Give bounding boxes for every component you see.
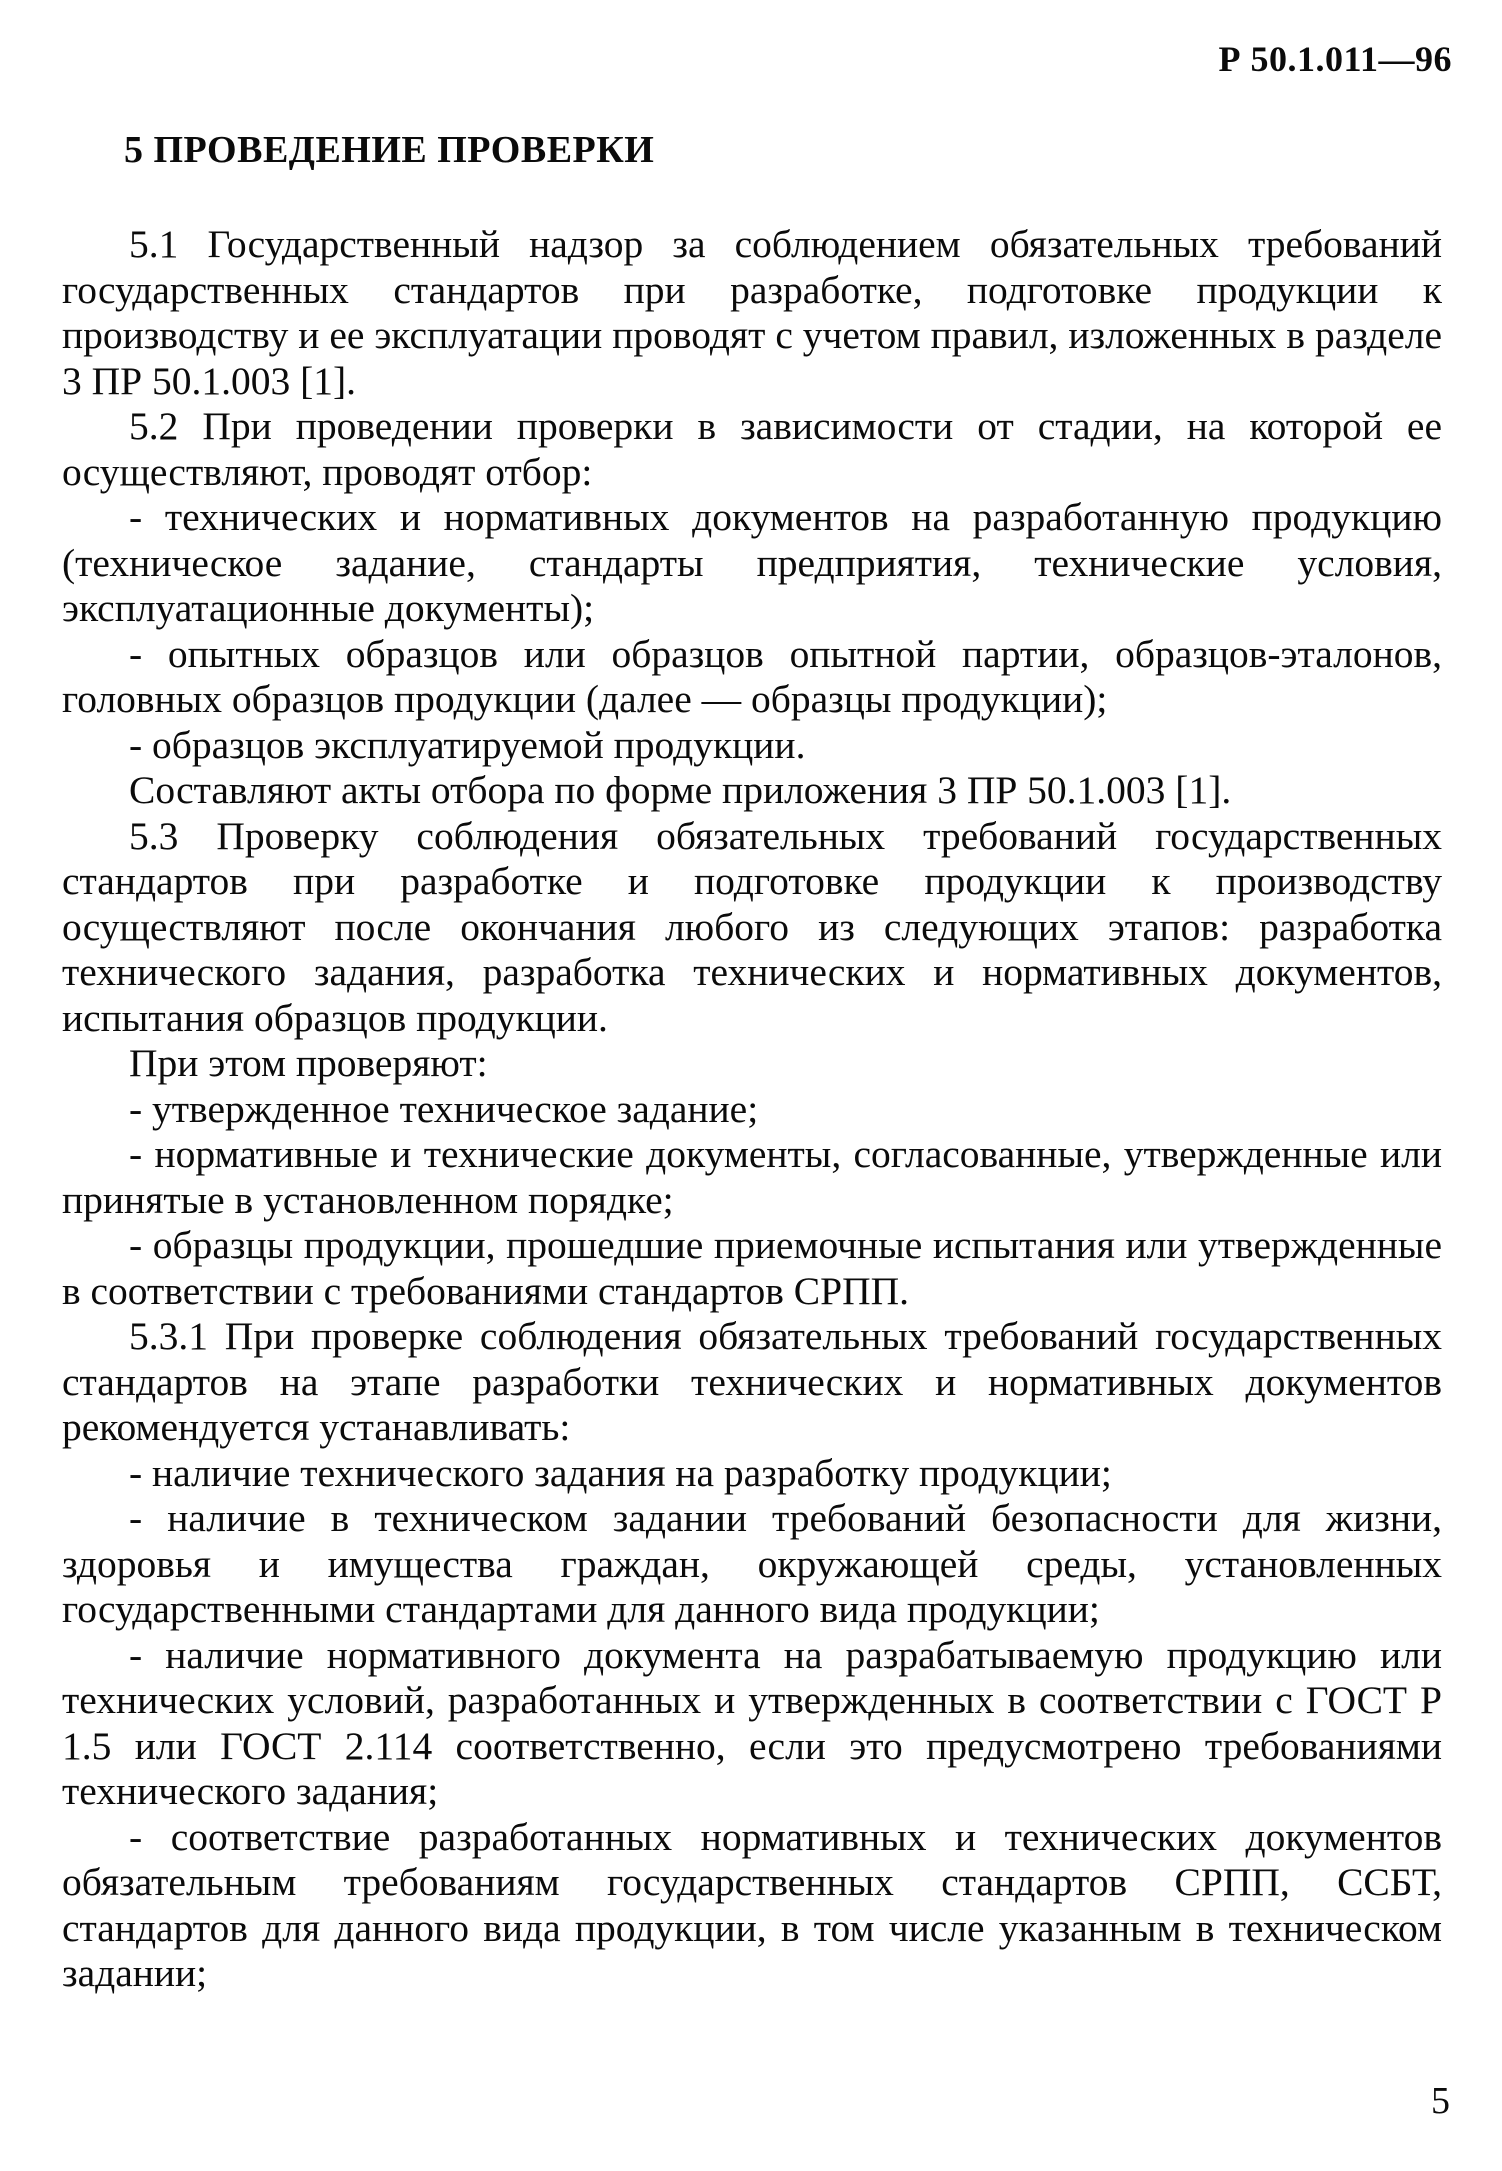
list-item: - наличие в техническом задании требований безопасности для жизни, здоровья и имущества граждан, окружающей среды, установленных государственными стандартами для данного вида продукции;: [62, 1496, 1442, 1631]
document-body: [62, 222, 1442, 1997]
document-code: Р 50.1.011—96: [1218, 39, 1452, 79]
section-title: 5 ПРОВЕДЕНИЕ ПРОВЕРКИ: [124, 129, 655, 171]
paragraph-5-1: 5.1 Государственный надзор за соблюдением обязательных требований государственных стандартов при разработке, подготовке продукции к производству и ее эксплуатации проводят с учетом правил, изложенных в разделе 3 ПР 50.1.003 [1].: [62, 222, 1442, 403]
list-item: - технических и нормативных документов на разработанную продукцию (техническое задание, стандарты предприятия, технические условия, эксплуатационные документы);: [62, 495, 1442, 630]
paragraph-5-3: 5.3 Проверку соблюдения обязательных требований государственных стандартов при разработке и подготовке продукции к производству осуществляют после окончания любого из следующих этапов: разработка технического задания, разработка технических и нормативных документов, испытания образцов продукции.: [62, 813, 1442, 1040]
list-item: - наличие нормативного документа на разрабатываемую продукцию или технических условий, разработанных и утвержденных в соответствии с ГОСТ Р 1.5 или ГОСТ 2.114 соответственно, если это предусмотрено требованиями технического задания;: [62, 1632, 1442, 1813]
list-item: - утвержденное техническое задание;: [129, 1086, 759, 1131]
list-item: - образцы продукции, прошедшие приемочные испытания или утвержденные в соответствии с требованиями стандартов СРПП.: [62, 1223, 1442, 1313]
paragraph-acts: Составляют акты отбора по форме приложения 3 ПР 50.1.003 [1].: [129, 768, 1232, 812]
list-item: - опытных образцов или образцов опытной партии, образцов-эталонов, головных образцов продукции (далее — образцы продукции);: [62, 631, 1442, 721]
list-item: - нормативные и технические документы, согласованные, утвержденные или принятые в установленном порядке;: [62, 1132, 1442, 1222]
paragraph-5-2: 5.2 При проведении проверки в зависимости от стадии, на которой ее осуществляют, проводят отбор:: [62, 404, 1442, 494]
list-item: - наличие технического задания на разработку продукции;: [129, 1450, 1112, 1495]
paragraph-5-3-1: 5.3.1 При проверке соблюдения обязательных требований государственных стандартов на этапе разработки технических и нормативных документов рекомендуется устанавливать:: [62, 1314, 1442, 1449]
list-item: - соответствие разработанных нормативных и технических документов обязательным требованиям государственных стандартов СРПП, ССБТ, стандартов для данного вида продукции, в том числе указанным в техническом задании;: [62, 1814, 1442, 1995]
paragraph-check-intro: При этом проверяют:: [129, 1041, 488, 1085]
list-item: - образцов эксплуатируемой продукции.: [129, 722, 806, 767]
page-number: 5: [1431, 2080, 1450, 2122]
